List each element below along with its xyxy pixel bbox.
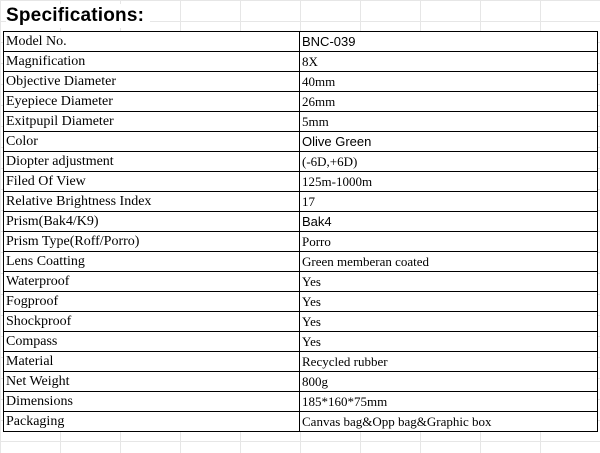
spec-value-cell[interactable]: Yes bbox=[300, 272, 598, 292]
spec-value-cell[interactable]: 800g bbox=[300, 372, 598, 392]
spec-label-cell[interactable]: Lens Coatting bbox=[4, 252, 300, 272]
spec-value-cell[interactable]: Yes bbox=[300, 292, 598, 312]
spec-label-cell[interactable]: Material bbox=[4, 352, 300, 372]
spec-value-cell[interactable]: Yes bbox=[300, 332, 598, 352]
spec-label-cell[interactable]: Shockproof bbox=[4, 312, 300, 332]
table-row bbox=[4, 412, 598, 432]
table-row bbox=[4, 252, 598, 272]
spec-label-cell[interactable]: Magnification bbox=[4, 52, 300, 72]
table-row bbox=[4, 52, 598, 72]
spec-label-cell[interactable]: Fogproof bbox=[4, 292, 300, 312]
specifications-table bbox=[3, 31, 598, 432]
spec-label-cell[interactable]: Filed Of View bbox=[4, 172, 300, 192]
table-row bbox=[4, 292, 598, 312]
spec-value-cell[interactable]: Olive Green bbox=[300, 132, 598, 152]
table-row bbox=[4, 132, 598, 152]
page-title: Specifications: bbox=[6, 4, 150, 28]
table-row bbox=[4, 372, 598, 392]
spec-label-cell[interactable]: Net Weight bbox=[4, 372, 300, 392]
table-row bbox=[4, 112, 598, 132]
spec-value-cell[interactable]: 17 bbox=[300, 192, 598, 212]
table-row bbox=[4, 92, 598, 112]
spec-value-cell[interactable]: Canvas bag&Opp bag&Graphic box bbox=[300, 412, 598, 432]
table-row bbox=[4, 352, 598, 372]
spec-value-cell[interactable]: 40mm bbox=[300, 72, 598, 92]
table-row bbox=[4, 232, 598, 252]
spec-label-cell[interactable]: Model No. bbox=[4, 32, 300, 52]
spec-label-cell[interactable]: Objective Diameter bbox=[4, 72, 300, 92]
spec-label-cell[interactable]: Color bbox=[4, 132, 300, 152]
table-row bbox=[4, 392, 598, 412]
spec-value-cell[interactable]: 26mm bbox=[300, 92, 598, 112]
spec-label-cell[interactable]: Relative Brightness Index bbox=[4, 192, 300, 212]
spec-value-cell[interactable]: 125m-1000m bbox=[300, 172, 598, 192]
table-row bbox=[4, 152, 598, 172]
spec-value-cell[interactable]: 5mm bbox=[300, 112, 598, 132]
table-row bbox=[4, 72, 598, 92]
table-row bbox=[4, 32, 598, 52]
spec-label-cell[interactable]: Dimensions bbox=[4, 392, 300, 412]
table-row bbox=[4, 272, 598, 292]
spec-label-cell[interactable]: Exitpupil Diameter bbox=[4, 112, 300, 132]
spec-label-cell[interactable]: Packaging bbox=[4, 412, 300, 432]
spec-label-cell[interactable]: Prism(Bak4/K9) bbox=[4, 212, 300, 232]
spec-value-cell[interactable]: Yes bbox=[300, 312, 598, 332]
spec-value-cell[interactable]: Bak4 bbox=[300, 212, 598, 232]
table-row bbox=[4, 192, 598, 212]
spec-label-cell[interactable]: Diopter adjustment bbox=[4, 152, 300, 172]
spec-value-cell[interactable]: 8X bbox=[300, 52, 598, 72]
spec-label-cell[interactable]: Waterproof bbox=[4, 272, 300, 292]
table-row bbox=[4, 172, 598, 192]
spec-value-cell[interactable]: Recycled rubber bbox=[300, 352, 598, 372]
spec-value-cell[interactable]: BNC-039 bbox=[300, 32, 598, 52]
spec-label-cell[interactable]: Compass bbox=[4, 332, 300, 352]
table-row bbox=[4, 332, 598, 352]
spec-label-cell[interactable]: Prism Type(Roff/Porro) bbox=[4, 232, 300, 252]
spec-value-cell[interactable]: Porro bbox=[300, 232, 598, 252]
spec-value-cell[interactable]: Green memberan coated bbox=[300, 252, 598, 272]
spec-value-cell[interactable]: (-6D,+6D) bbox=[300, 152, 598, 172]
spec-label-cell[interactable]: Eyepiece Diameter bbox=[4, 92, 300, 112]
spec-value-cell[interactable]: 185*160*75mm bbox=[300, 392, 598, 412]
table-row bbox=[4, 212, 598, 232]
table-row bbox=[4, 312, 598, 332]
